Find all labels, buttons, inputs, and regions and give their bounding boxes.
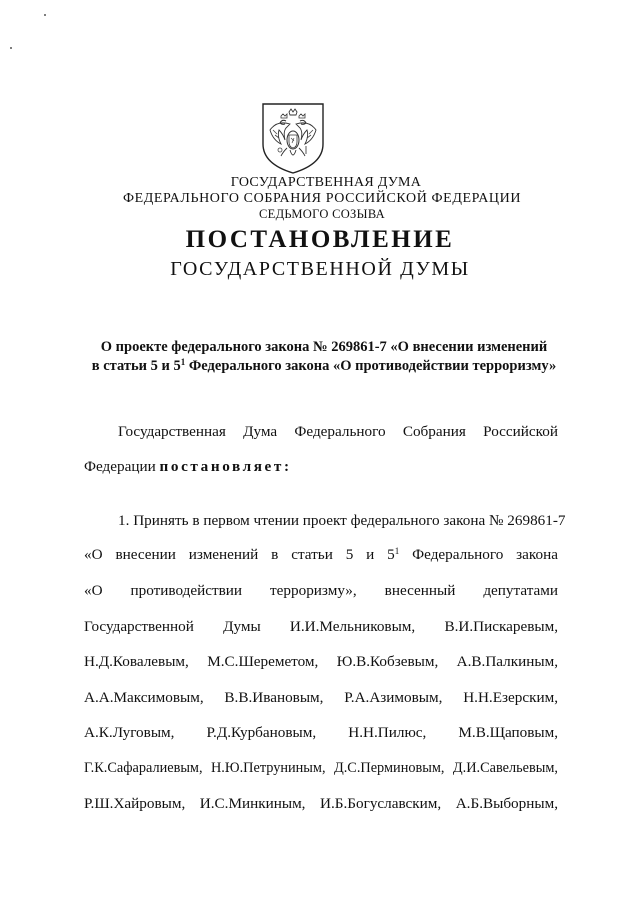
document-subject (84, 338, 564, 376)
subject-line-1: О проекте федерального закона № 269861-7 «О внесении изменений (100, 339, 548, 355)
preamble-line-2 (84, 458, 558, 476)
body-line-7: А.К.Луговым, Р.Д.Курбановым, Н.Н.Пилюс, М.В.Щаповым, (84, 724, 558, 741)
header-convocation: СЕДЬМОГО СОЗЫВА (259, 207, 385, 221)
subject-line-2-start: в статьи 5 и 5 (91, 358, 181, 374)
header-assembly: ФЕДЕРАЛЬНОГО СОБРАНИЯ РОССИЙСКОЙ ФЕДЕРАЦИИ (122, 191, 522, 206)
subject-line-2-end: Федерального закона «О противодействии терроризму» (185, 358, 557, 374)
preamble-prefix: Федерации (84, 458, 160, 475)
body-line-8: Г.К.Сафаралиевым, Н.Ю.Петруниным, Д.С.Перминовым, Д.И.Савельевым, (84, 760, 558, 776)
scan-speck (44, 14, 46, 16)
document-issuer: ГОСУДАРСТВЕННОЙ ДУМЫ (170, 258, 470, 280)
resolution-verb: постановляет: (159, 458, 292, 475)
body-line-4: Государственной Думы И.И.Мельниковым, В.И.Пискаревым, (84, 618, 558, 635)
body-line-9: Р.Ш.Хайровым, И.С.Минкиным, И.Б.Богуславским, А.Б.Выборным, (84, 795, 558, 812)
coat-of-arms-icon (259, 100, 327, 176)
subject-superscript: 1 (180, 357, 186, 367)
document-type: ПОСТАНОВЛЕНИЕ (185, 226, 455, 253)
body-line-6: А.А.Максимовым, В.В.Ивановым, Р.А.Азимовым, Н.Н.Езерским, (84, 689, 558, 706)
subject-line-2 (84, 357, 564, 376)
body-line-1: 1. Принять в первом чтении проект федерального закона № 269861-7 (118, 512, 566, 529)
scan-speck (10, 47, 12, 49)
header-organization: ГОСУДАРСТВЕННАЯ ДУМА (230, 175, 422, 190)
body-line-2 (84, 546, 558, 564)
body-superscript: 1 (394, 546, 400, 556)
preamble-line-1: Государственная Дума Федерального Собрания Российской (118, 423, 558, 440)
body-line-3: «О противодействии терроризму», внесенный депутатами (84, 582, 558, 599)
body-line-2-end: Федерального закона (399, 546, 558, 563)
body-line-2-start: «О внесении изменений в статьи 5 и 5 (84, 546, 395, 563)
body-line-5: Н.Д.Ковалевым, М.С.Шереметом, Ю.В.Кобзевым, А.В.Палкиным, (84, 653, 558, 670)
